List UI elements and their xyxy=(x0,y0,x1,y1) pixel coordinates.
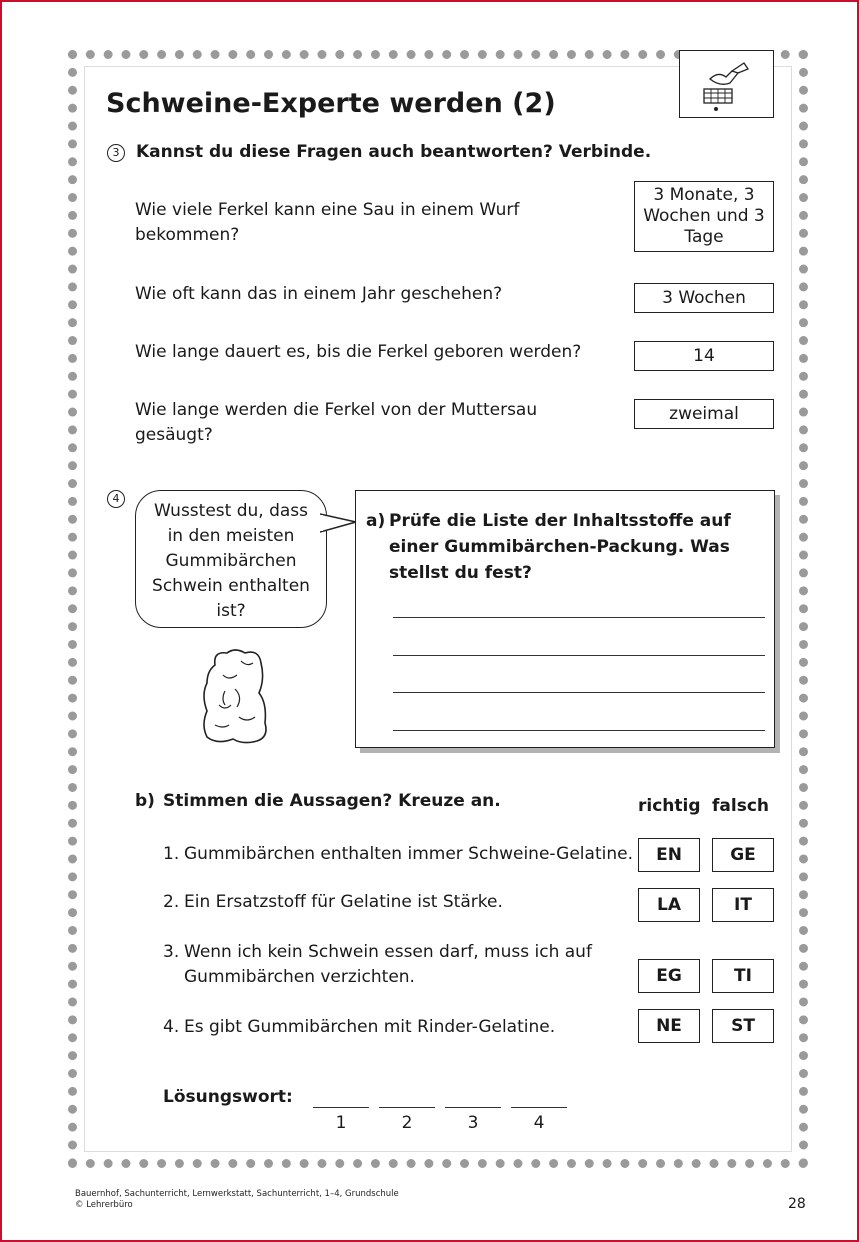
footer-copyright: © Lehrerbüro xyxy=(75,1200,133,1210)
checkbox-falsch[interactable]: IT xyxy=(712,888,774,922)
checkbox-falsch[interactable]: GE xyxy=(712,838,774,872)
corner-illustration-box xyxy=(679,50,774,118)
column-header-falsch: falsch xyxy=(712,796,769,816)
question-4: Wie lange werden die Ferkel von der Muttersau gesäugt? xyxy=(135,400,538,445)
checkbox-richtig[interactable]: NE xyxy=(638,1009,700,1043)
speech-bubble-text: Wusstest du, dass in den meisten Gummibärchen Schwein enthalten ist? xyxy=(152,501,310,621)
checkbox-richtig[interactable]: EG xyxy=(638,959,700,993)
page-number: 28 xyxy=(788,1196,806,1212)
statement-number: 3. xyxy=(163,942,180,962)
task-instruction: Kannst du diese Fragen auch beantworten? Verbinde. xyxy=(136,142,652,162)
answer-box-1[interactable]: 3 Monate, 3 Wochen und 3 Tage xyxy=(634,181,774,252)
checkbox-falsch[interactable]: TI xyxy=(712,959,774,993)
solution-slot-number: 4 xyxy=(533,1113,545,1133)
question-1: Wie viele Ferkel kann eine Sau in einem Wurf bekommen? xyxy=(135,200,520,245)
statement-text: Ein Ersatzstoff für Gelatine ist Stärke. xyxy=(184,892,503,912)
solution-slot-number: 3 xyxy=(467,1113,479,1133)
task-a-text: Prüfe die Liste der Inhaltsstoffe auf einer Gummibärchen-Packung. Was stellst du fest? xyxy=(389,511,731,583)
task-number: 3 xyxy=(107,144,125,162)
solution-label: Lösungswort: xyxy=(163,1087,293,1107)
statement-text: Es gibt Gummibärchen mit Rinder-Gelatine. xyxy=(184,1017,556,1037)
checkbox-falsch[interactable]: ST xyxy=(712,1009,774,1043)
answer-line[interactable] xyxy=(393,692,765,693)
gummy-bear-illustration xyxy=(195,645,275,750)
statement-text: Wenn ich kein Schwein essen darf, muss ich auf Gummibärchen verzichten. xyxy=(184,942,592,987)
solution-slot-number: 1 xyxy=(335,1113,347,1133)
task-b-label: b) xyxy=(135,791,155,811)
solution-slot[interactable] xyxy=(511,1107,567,1108)
answer-box-3[interactable]: 14 xyxy=(634,341,774,371)
task-a-label: a) xyxy=(366,511,386,531)
footer-source: Bauernhof, Sachunterricht, Lernwerkstatt, Sachunterricht, 1–4, Grundschule xyxy=(75,1189,399,1199)
solution-slot[interactable] xyxy=(445,1107,501,1108)
speech-bubble-tail xyxy=(320,510,360,540)
task-number: 4 xyxy=(107,490,125,508)
answer-line[interactable] xyxy=(393,617,765,618)
answer-line[interactable] xyxy=(393,730,765,731)
question-3: Wie lange dauert es, bis die Ferkel geboren werden? xyxy=(135,342,582,362)
statement-number: 2. xyxy=(163,892,180,912)
task-b-instruction: Stimmen die Aussagen? Kreuze an. xyxy=(163,791,501,811)
checkbox-richtig[interactable]: EN xyxy=(638,838,700,872)
solution-slot[interactable] xyxy=(313,1107,369,1108)
solution-slot[interactable] xyxy=(379,1107,435,1108)
answer-box-4[interactable]: zweimal xyxy=(634,399,774,429)
checkbox-richtig[interactable]: LA xyxy=(638,888,700,922)
solution-slot-number: 2 xyxy=(401,1113,413,1133)
column-header-richtig: richtig xyxy=(638,796,701,816)
answer-line[interactable] xyxy=(393,655,765,656)
statement-text: Gummibärchen enthalten immer Schweine-Gelatine. xyxy=(184,844,633,864)
statement-number: 4. xyxy=(163,1017,180,1037)
question-2: Wie oft kann das in einem Jahr geschehen? xyxy=(135,284,503,304)
speech-bubble xyxy=(135,490,327,628)
watering-jar-icon xyxy=(680,51,773,117)
answer-box-2[interactable]: 3 Wochen xyxy=(634,283,774,313)
page-title: Schweine-Experte werden (2) xyxy=(106,88,556,119)
statement-number: 1. xyxy=(163,844,180,864)
